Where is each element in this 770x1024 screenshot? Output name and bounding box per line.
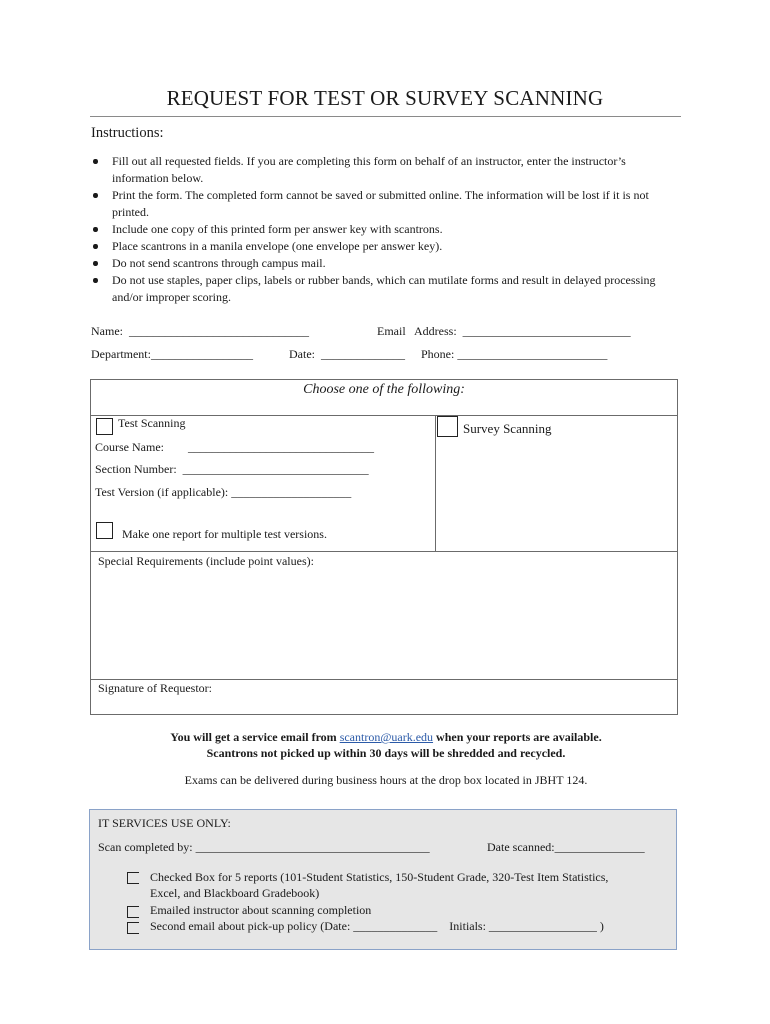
section-number-field[interactable]: Section Number: _______________________________ [95,462,369,476]
instruction-item: Do not send scantrons through campus mail. [91,255,676,272]
department-field[interactable]: Department:_________________ [91,347,253,361]
choice-column-divider [435,415,436,551]
test-version-field[interactable]: Test Version (if applicable): ____________________ [95,485,352,499]
instruction-item: Include one copy of this printed form per answer key with scantrons. [91,221,676,238]
title-divider [90,116,681,117]
survey-scanning-label: Survey Scanning [463,421,552,436]
instruction-item: Do not use staples, paper clips, labels or rubber bands, which can mutilate forms and result in delayed processing and/or improper scoring. [91,272,676,306]
date-field[interactable]: Date: ______________ [289,347,405,361]
delivery-note: Exams can be delivered during business hours at the drop box located in JBHT 124. [184,773,588,787]
instructions-list [91,153,676,306]
emailed-checkbox[interactable] [127,906,139,918]
date-scanned-field[interactable]: Date scanned:_______________ [487,840,645,854]
service-email-suffix: when your reports are available. [433,730,602,744]
scan-completed-field[interactable]: Scan completed by: _______________________________________ [98,840,430,854]
service-email-link[interactable]: scantron@uark.edu [339,730,434,744]
second-email-checkbox[interactable] [127,922,139,934]
multiple-versions-label: Make one report for multiple test versions. [122,527,327,541]
special-requirements-area[interactable] [92,570,676,676]
test-scanning-label: Test Scanning [118,416,186,430]
choice-heading: Choose one of the following: [303,382,465,397]
instruction-item: Print the form. The completed form cannot be saved or submitted online. The information will be lost if it is not printed. [91,187,676,221]
signature-area[interactable] [92,697,676,713]
second-email-label[interactable]: Second email about pick-up policy (Date: ______________ Initials: __________________ ) [150,919,604,933]
service-email-prefix: You will get a service email from [170,730,340,744]
test-scanning-checkbox[interactable] [96,418,113,435]
instruction-item: Place scantrons in a manila envelope (one envelope per answer key). [91,238,676,255]
special-divider [90,551,678,552]
instruction-item: Fill out all requested fields. If you are completing this form on behalf of an instructor, enter the instructor’s information below. [91,153,676,187]
checked-box-label-line1: Checked Box for 5 reports (101-Student Statistics, 150-Student Grade, 320-Test Item Statistics, [150,870,609,884]
shredded-note: Scantrons not picked up within 30 days will be shredded and recycled. [206,746,566,760]
checked-box-checkbox[interactable] [127,872,139,884]
course-name-field[interactable]: Course Name: _______________________________ [95,440,374,454]
email-field[interactable]: Email Address: ____________________________ [377,324,631,338]
service-email-note [90,730,682,745]
emailed-label: Emailed instructor about scanning completion [150,903,372,917]
signature-label: Signature of Requestor: [98,681,212,695]
multiple-versions-checkbox[interactable] [96,522,113,539]
special-requirements-label: Special Requirements (include point values): [98,554,314,568]
checked-box-label-line2: Excel, and Blackboard Gradebook) [150,886,320,900]
phone-field[interactable]: Phone: _________________________ [421,347,608,361]
survey-scanning-checkbox[interactable] [437,416,458,437]
name-field[interactable]: Name: ______________________________ [91,324,309,338]
instructions-heading: Instructions: [91,125,164,141]
form-title: REQUEST FOR TEST OR SURVEY SCANNING [166,86,604,110]
signature-divider [90,679,678,680]
it-services-heading: IT SERVICES USE ONLY: [98,816,231,830]
